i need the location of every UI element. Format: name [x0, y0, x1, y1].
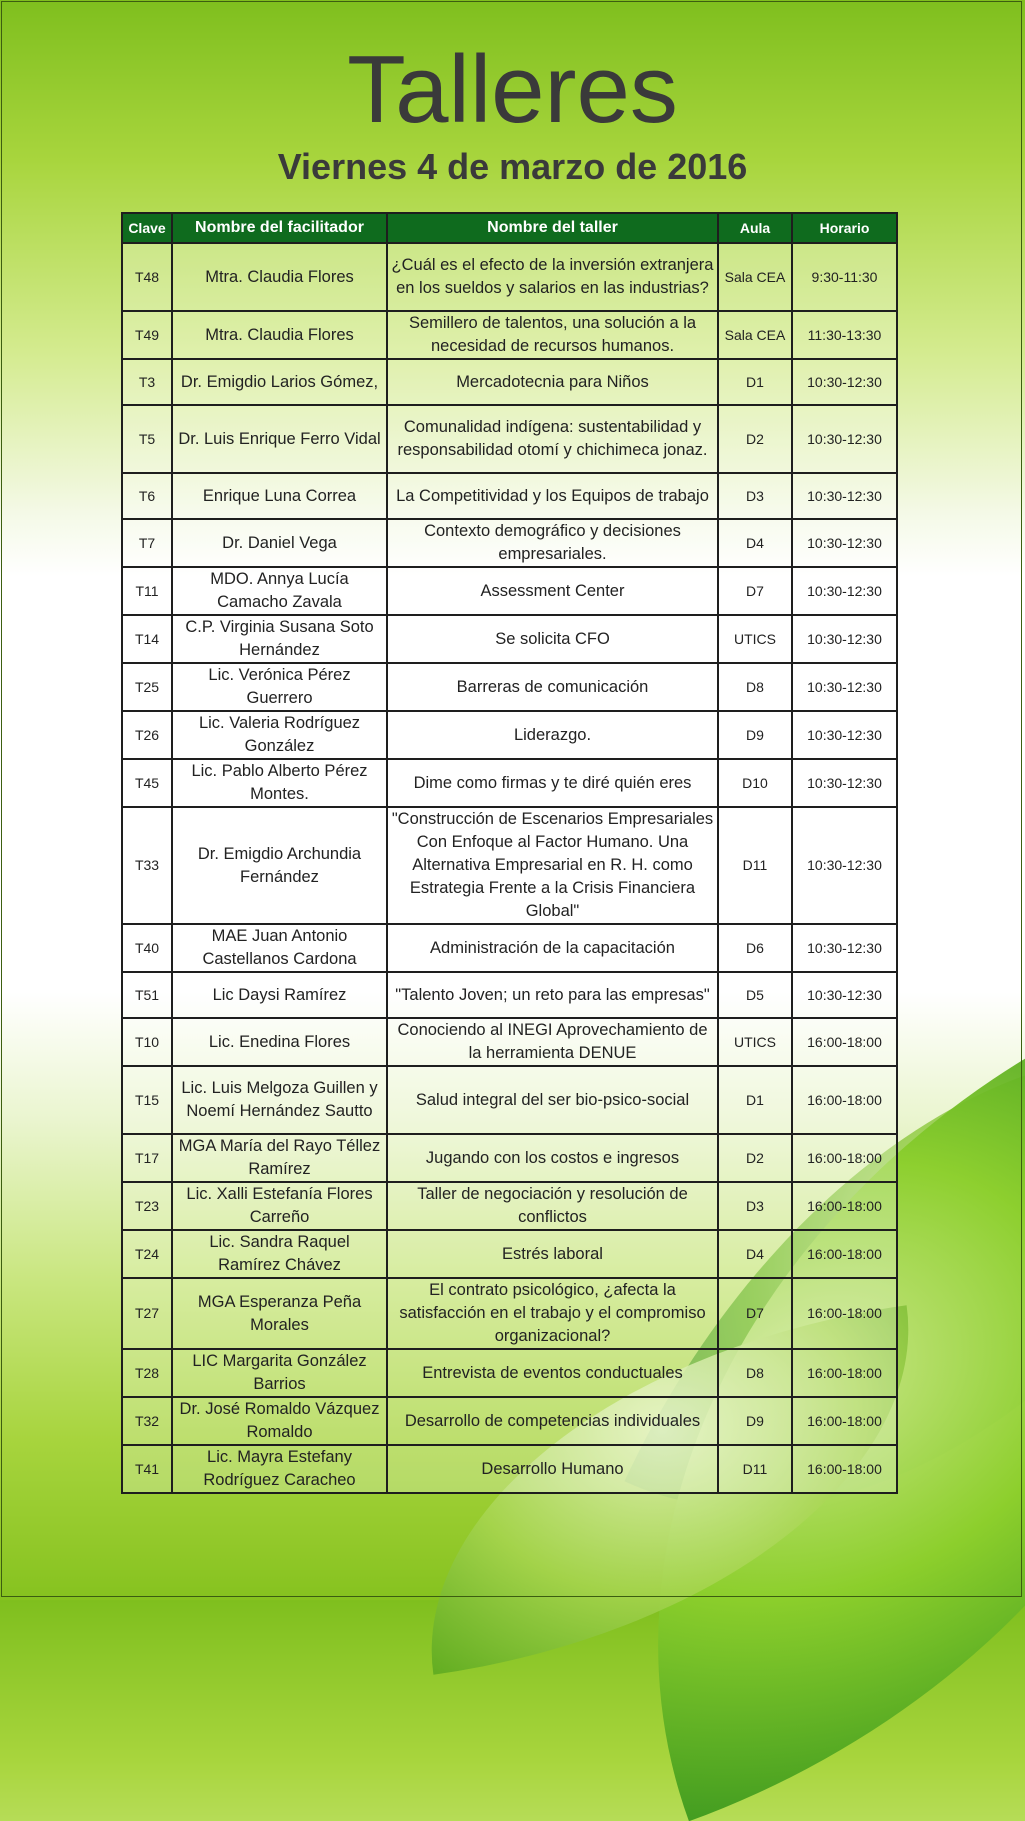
cell-facilitador: MGA María del Rayo Téllez Ramírez	[172, 1134, 387, 1182]
cell-aula: D1	[718, 359, 792, 405]
cell-taller: Desarrollo Humano	[387, 1445, 718, 1493]
cell-horario: 10:30-12:30	[792, 972, 897, 1018]
cell-clave: T11	[122, 567, 172, 615]
table-row	[122, 359, 897, 405]
cell-clave: T14	[122, 615, 172, 663]
cell-facilitador: Dr. Emigdio Archundia Fernández	[172, 807, 387, 924]
cell-aula: D6	[718, 924, 792, 972]
cell-aula: D8	[718, 663, 792, 711]
cell-taller: Semillero de talentos, una solución a la necesidad de recursos humanos.	[387, 311, 718, 359]
cell-aula: D10	[718, 759, 792, 807]
table-row	[122, 663, 897, 711]
cell-facilitador: C.P. Virginia Susana Soto Hernández	[172, 615, 387, 663]
cell-aula: D4	[718, 1230, 792, 1278]
cell-taller: Entrevista de eventos conductuales	[387, 1349, 718, 1397]
cell-clave: T17	[122, 1134, 172, 1182]
cell-facilitador: Lic Daysi Ramírez	[172, 972, 387, 1018]
cell-aula: D11	[718, 1445, 792, 1493]
cell-aula: D9	[718, 711, 792, 759]
cell-aula: Sala CEA	[718, 243, 792, 311]
cell-aula: D8	[718, 1349, 792, 1397]
cell-facilitador: Enrique Luna Correa	[172, 473, 387, 519]
page-subtitle: Viernes 4 de marzo de 2016	[277, 146, 748, 187]
cell-aula: D2	[718, 405, 792, 473]
cell-taller: Dime como firmas y te diré quién eres	[387, 759, 718, 807]
cell-taller: La Competitividad y los Equipos de trabajo	[387, 473, 718, 519]
cell-horario: 16:00-18:00	[792, 1397, 897, 1445]
table-row	[122, 1182, 897, 1230]
cell-aula: D2	[718, 1134, 792, 1182]
table-row	[122, 615, 897, 663]
column-header-horario: Horario	[792, 213, 897, 243]
cell-horario: 10:30-12:30	[792, 359, 897, 405]
cell-clave: T25	[122, 663, 172, 711]
cell-taller: Jugando con los costos e ingresos	[387, 1134, 718, 1182]
cell-taller: Mercadotecnia para Niños	[387, 359, 718, 405]
table-row	[122, 243, 897, 311]
column-header-facilitador: Nombre del facilitador	[172, 213, 387, 243]
cell-clave: T49	[122, 311, 172, 359]
cell-aula: D11	[718, 807, 792, 924]
cell-facilitador: Mtra. Claudia Flores	[172, 243, 387, 311]
cell-taller: Salud integral del ser bio-psico-social	[387, 1066, 718, 1134]
workshops-table	[121, 212, 898, 1494]
cell-facilitador: MDO. Annya Lucía Camacho Zavala	[172, 567, 387, 615]
table-row	[122, 972, 897, 1018]
table-row	[122, 405, 897, 473]
cell-clave: T15	[122, 1066, 172, 1134]
cell-horario: 10:30-12:30	[792, 663, 897, 711]
cell-horario: 10:30-12:30	[792, 711, 897, 759]
cell-aula: D7	[718, 1278, 792, 1349]
cell-clave: T10	[122, 1018, 172, 1066]
table-row	[122, 473, 897, 519]
table-row	[122, 924, 897, 972]
cell-taller: Se solicita CFO	[387, 615, 718, 663]
cell-taller: El contrato psicológico, ¿afecta la satisfacción en el trabajo y el compromiso organizacional?	[387, 1278, 718, 1349]
table-row	[122, 1445, 897, 1493]
table-row	[122, 807, 897, 924]
cell-facilitador: Dr. Emigdio Larios Gómez,	[172, 359, 387, 405]
cell-clave: T27	[122, 1278, 172, 1349]
table-row	[122, 711, 897, 759]
cell-facilitador: Lic. Luis Melgoza Guillen y Noemí Hernández Sautto	[172, 1066, 387, 1134]
page-title: Talleres	[347, 36, 678, 143]
cell-horario: 10:30-12:30	[792, 567, 897, 615]
cell-taller: Assessment Center	[387, 567, 718, 615]
table-row	[122, 1134, 897, 1182]
cell-horario: 10:30-12:30	[792, 519, 897, 567]
cell-facilitador: Dr. Daniel Vega	[172, 519, 387, 567]
column-header-aula: Aula	[718, 213, 792, 243]
cell-horario: 16:00-18:00	[792, 1134, 897, 1182]
cell-clave: T5	[122, 405, 172, 473]
cell-facilitador: Lic. Mayra Estefany Rodríguez Caracheo	[172, 1445, 387, 1493]
cell-taller: Contexto demográfico y decisiones empresariales.	[387, 519, 718, 567]
cell-taller: "Talento Joven; un reto para las empresas"	[387, 972, 718, 1018]
cell-horario: 16:00-18:00	[792, 1018, 897, 1066]
table-row	[122, 1066, 897, 1134]
cell-horario: 16:00-18:00	[792, 1278, 897, 1349]
cell-facilitador: LIC Margarita González Barrios	[172, 1349, 387, 1397]
cell-facilitador: Lic. Verónica Pérez Guerrero	[172, 663, 387, 711]
cell-aula: D9	[718, 1397, 792, 1445]
cell-taller: Comunalidad indígena: sustentabilidad y responsabilidad otomí y chichimeca jonaz.	[387, 405, 718, 473]
cell-clave: T23	[122, 1182, 172, 1230]
cell-taller: "Construcción de Escenarios Empresariales Con Enfoque al Factor Humano. Una Alternativa Empresarial en R. H. como Estrategia Frente a la Crisis Financiera Global"	[387, 807, 718, 924]
cell-horario: 16:00-18:00	[792, 1230, 897, 1278]
cell-clave: T26	[122, 711, 172, 759]
cell-horario: 10:30-12:30	[792, 924, 897, 972]
cell-clave: T7	[122, 519, 172, 567]
column-header-clave: Clave	[122, 213, 172, 243]
cell-taller: Taller de negociación y resolución de conflictos	[387, 1182, 718, 1230]
table-row	[122, 759, 897, 807]
cell-horario: 10:30-12:30	[792, 807, 897, 924]
table-header-row	[122, 213, 897, 243]
cell-clave: T33	[122, 807, 172, 924]
cell-taller: Conociendo al INEGI Aprovechamiento de la herramienta DENUE	[387, 1018, 718, 1066]
cell-horario: 10:30-12:30	[792, 615, 897, 663]
cell-facilitador: Mtra. Claudia Flores	[172, 311, 387, 359]
cell-clave: T48	[122, 243, 172, 311]
table-row	[122, 311, 897, 359]
cell-aula: Sala CEA	[718, 311, 792, 359]
cell-aula: UTICS	[718, 615, 792, 663]
cell-aula: D7	[718, 567, 792, 615]
table-row	[122, 1278, 897, 1349]
cell-clave: T3	[122, 359, 172, 405]
cell-aula: UTICS	[718, 1018, 792, 1066]
table-row	[122, 1018, 897, 1066]
cell-taller: Administración de la capacitación	[387, 924, 718, 972]
cell-taller: Desarrollo de competencias individuales	[387, 1397, 718, 1445]
cell-aula: D3	[718, 473, 792, 519]
cell-aula: D1	[718, 1066, 792, 1134]
cell-aula: D4	[718, 519, 792, 567]
cell-clave: T6	[122, 473, 172, 519]
cell-facilitador: Lic. Pablo Alberto Pérez Montes.	[172, 759, 387, 807]
cell-facilitador: Dr. José Romaldo Vázquez Romaldo	[172, 1397, 387, 1445]
cell-taller: Liderazgo.	[387, 711, 718, 759]
cell-horario: 10:30-12:30	[792, 405, 897, 473]
cell-facilitador: Lic. Valeria Rodríguez González	[172, 711, 387, 759]
cell-clave: T32	[122, 1397, 172, 1445]
cell-clave: T24	[122, 1230, 172, 1278]
cell-horario: 16:00-18:00	[792, 1445, 897, 1493]
cell-clave: T28	[122, 1349, 172, 1397]
cell-clave: T51	[122, 972, 172, 1018]
cell-facilitador: Dr. Luis Enrique Ferro Vidal	[172, 405, 387, 473]
cell-aula: D5	[718, 972, 792, 1018]
cell-facilitador: MAE Juan Antonio Castellanos Cardona	[172, 924, 387, 972]
cell-clave: T41	[122, 1445, 172, 1493]
cell-horario: 16:00-18:00	[792, 1349, 897, 1397]
cell-horario: 11:30-13:30	[792, 311, 897, 359]
cell-facilitador: MGA Esperanza Peña Morales	[172, 1278, 387, 1349]
cell-taller: Barreras de comunicación	[387, 663, 718, 711]
cell-facilitador: Lic. Enedina Flores	[172, 1018, 387, 1066]
table-row	[122, 1397, 897, 1445]
cell-clave: T45	[122, 759, 172, 807]
cell-clave: T40	[122, 924, 172, 972]
cell-horario: 16:00-18:00	[792, 1066, 897, 1134]
cell-taller: Estrés laboral	[387, 1230, 718, 1278]
table-row	[122, 519, 897, 567]
table-row	[122, 567, 897, 615]
cell-horario: 10:30-12:30	[792, 473, 897, 519]
cell-aula: D3	[718, 1182, 792, 1230]
cell-taller: ¿Cuál es el efecto de la inversión extranjera en los sueldos y salarios en las industrias?	[387, 243, 718, 311]
cell-facilitador: Lic. Sandra Raquel Ramírez Chávez	[172, 1230, 387, 1278]
cell-horario: 16:00-18:00	[792, 1182, 897, 1230]
table-row	[122, 1230, 897, 1278]
cell-horario: 9:30-11:30	[792, 243, 897, 311]
table-row	[122, 1349, 897, 1397]
cell-horario: 10:30-12:30	[792, 759, 897, 807]
column-header-taller: Nombre del taller	[387, 213, 718, 243]
cell-facilitador: Lic. Xalli Estefanía Flores Carreño	[172, 1182, 387, 1230]
